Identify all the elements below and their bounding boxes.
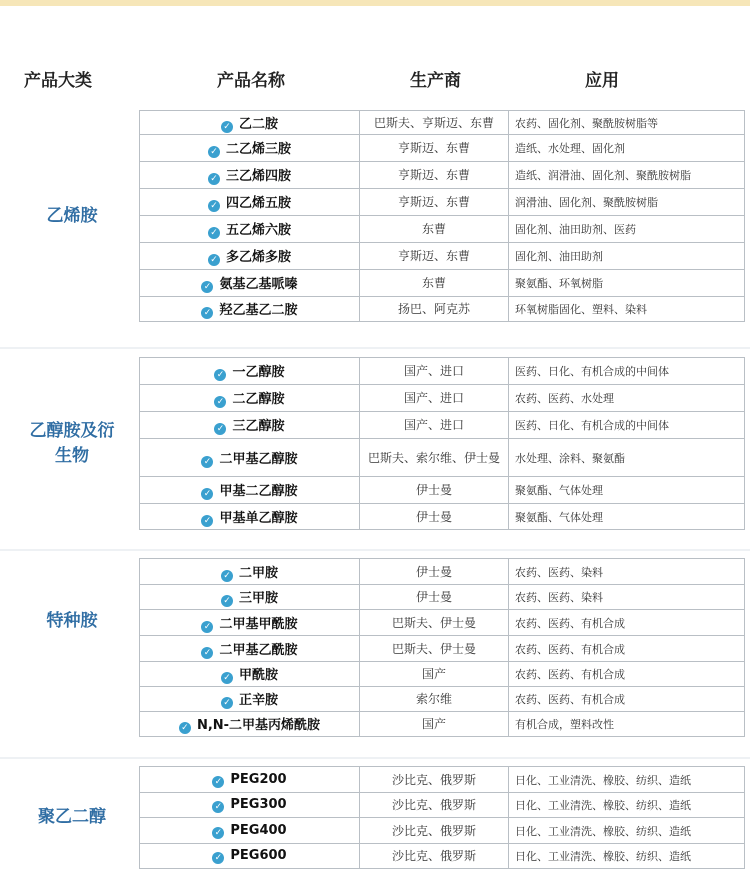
product-name-cell	[140, 477, 360, 504]
product-name: 二乙烯三胺	[225, 142, 291, 157]
application-cell: 有机合成，塑料改性	[509, 712, 745, 737]
table-row	[140, 162, 745, 189]
product-name-cell	[140, 412, 360, 439]
table-row	[140, 412, 745, 439]
table-row	[140, 243, 745, 270]
product-name-cell	[140, 818, 360, 844]
header-category: 产品大类	[24, 71, 92, 91]
product-name-cell	[140, 504, 360, 530]
product-name: 二甲基甲酰胺	[219, 616, 298, 632]
product-name: 乙二胺	[238, 116, 278, 132]
manufacturer-cell: 国产	[360, 662, 509, 687]
check-circle-icon: ✓	[201, 621, 213, 633]
check-circle-icon: ✓	[179, 722, 191, 734]
product-name: 三乙醇胺	[232, 419, 285, 434]
product-name: PEG400	[230, 822, 287, 838]
product-name: PEG200	[230, 771, 287, 787]
check-circle-icon: ✓	[201, 515, 213, 527]
product-name-cell	[140, 358, 360, 385]
application-cell: 环氧树脂固化、塑料、染料	[509, 297, 745, 322]
application-cell: 医药、日化、有机合成的中间体	[509, 358, 745, 385]
product-name-cell	[140, 687, 360, 712]
manufacturer-cell: 巴斯夫、亨斯迈、东曹	[360, 111, 509, 135]
manufacturer-cell: 伊士曼	[360, 585, 509, 610]
table-row	[140, 189, 745, 216]
product-name-cell	[140, 767, 360, 793]
check-circle-icon: ✓	[221, 672, 233, 684]
header-application: 应用	[585, 71, 619, 91]
header-product-name: 产品名称	[217, 71, 285, 91]
table-row	[140, 610, 745, 636]
product-name-cell	[140, 844, 360, 869]
manufacturer-cell: 亨斯迈、东曹	[360, 243, 509, 270]
application-cell: 造纸、水处理、固化剂	[509, 135, 745, 162]
table-row	[140, 687, 745, 712]
table-row	[140, 767, 745, 793]
manufacturer-cell: 东曹	[360, 270, 509, 297]
product-name: 三甲胺	[238, 591, 278, 606]
check-circle-icon: ✓	[201, 307, 213, 319]
product-name: 四乙烯五胺	[225, 196, 291, 211]
check-circle-icon: ✓	[221, 121, 233, 133]
application-cell: 农药、医药、染料	[509, 559, 745, 585]
application-cell: 聚氨酯、环氧树脂	[509, 270, 745, 297]
check-circle-icon: ✓	[208, 146, 220, 158]
category-ethyleneamines: 乙烯胺	[46, 206, 98, 226]
application-cell: 医药、日化、有机合成的中间体	[509, 412, 745, 439]
header-manufacturer: 生产商	[410, 71, 461, 91]
check-circle-icon: ✓	[201, 647, 213, 659]
product-name-cell	[140, 189, 360, 216]
manufacturer-cell: 沙比克、俄罗斯	[360, 793, 509, 818]
table-row	[140, 793, 745, 818]
table-row	[140, 477, 745, 504]
manufacturer-cell: 国产、进口	[360, 385, 509, 412]
product-name: PEG600	[230, 848, 287, 863]
group-divider	[0, 757, 750, 759]
manufacturer-cell: 扬巴、阿克苏	[360, 297, 509, 322]
category-ethanolamines	[10, 419, 134, 469]
application-cell: 农药、医药、有机合成	[509, 610, 745, 636]
manufacturer-cell: 沙比克、俄罗斯	[360, 767, 509, 793]
product-name: 正辛胺	[238, 693, 278, 708]
product-name: 三乙烯四胺	[225, 169, 291, 184]
table-row	[140, 439, 745, 477]
table-row	[140, 662, 745, 687]
check-circle-icon: ✓	[214, 423, 226, 435]
product-name-cell	[140, 216, 360, 243]
manufacturer-cell: 沙比克、俄罗斯	[360, 818, 509, 844]
product-name: 二甲基乙酰胺	[219, 642, 298, 658]
check-circle-icon: ✓	[212, 776, 224, 788]
manufacturer-cell: 国产	[360, 712, 509, 737]
product-name-cell	[140, 111, 360, 135]
application-cell: 农药、医药、有机合成	[509, 662, 745, 687]
product-name: 二甲胺	[238, 565, 278, 581]
category-peg: 聚乙二醇	[38, 807, 106, 827]
product-name-cell	[140, 243, 360, 270]
manufacturer-cell: 亨斯迈、东曹	[360, 189, 509, 216]
manufacturer-cell: 巴斯夫、索尔维、伊士曼	[360, 439, 509, 477]
product-name: 甲基单乙醇胺	[219, 510, 298, 526]
check-circle-icon: ✓	[201, 281, 213, 293]
table-row	[140, 818, 745, 844]
manufacturer-cell: 巴斯夫、伊士曼	[360, 610, 509, 636]
product-name-cell	[140, 270, 360, 297]
product-name-cell	[140, 385, 360, 412]
product-name-cell	[140, 793, 360, 818]
product-name-cell	[140, 662, 360, 687]
table-row	[140, 135, 745, 162]
manufacturer-cell: 亨斯迈、东曹	[360, 135, 509, 162]
product-name-cell	[140, 135, 360, 162]
table-row	[140, 270, 745, 297]
product-table-ethyleneamines	[139, 110, 745, 322]
check-circle-icon: ✓	[212, 827, 224, 839]
table-row	[140, 216, 745, 243]
table-row	[140, 111, 745, 135]
check-circle-icon: ✓	[214, 369, 226, 381]
table-row	[140, 358, 745, 385]
category-line: 生物	[55, 446, 89, 466]
table-row	[140, 297, 745, 322]
category-line: 乙醇胺及衍	[29, 421, 115, 441]
group-divider	[0, 347, 750, 349]
product-name-cell	[140, 712, 360, 737]
table-row	[140, 559, 745, 585]
product-name: 氨基乙基哌嗪	[219, 277, 298, 292]
product-name-cell	[140, 610, 360, 636]
check-circle-icon: ✓	[221, 595, 233, 607]
table-row	[140, 585, 745, 610]
product-name-cell	[140, 636, 360, 662]
manufacturer-cell: 国产、进口	[360, 358, 509, 385]
category-specialty-amines: 特种胺	[46, 611, 98, 631]
product-name: 羟乙基乙二胺	[219, 303, 298, 318]
check-circle-icon: ✓	[201, 456, 213, 468]
manufacturer-cell: 伊士曼	[360, 504, 509, 530]
product-name: 二乙醇胺	[232, 392, 285, 407]
manufacturer-cell: 伊士曼	[360, 477, 509, 504]
check-circle-icon: ✓	[208, 227, 220, 239]
product-name: N,N-二甲基丙烯酰胺	[196, 718, 321, 733]
check-circle-icon: ✓	[201, 488, 213, 500]
application-cell: 聚氨酯、气体处理	[509, 504, 745, 530]
manufacturer-cell: 国产、进口	[360, 412, 509, 439]
check-circle-icon: ✓	[214, 396, 226, 408]
product-name: PEG300	[230, 797, 287, 812]
manufacturer-cell: 巴斯夫、伊士曼	[360, 636, 509, 662]
product-table-specialty-amines	[139, 558, 745, 737]
product-name-cell	[140, 297, 360, 322]
product-name-cell	[140, 559, 360, 585]
product-name: 一乙醇胺	[232, 365, 285, 380]
table-row	[140, 844, 745, 869]
product-name: 五乙烯六胺	[225, 223, 291, 238]
application-cell: 农药、医药、水处理	[509, 385, 745, 412]
table-row	[140, 385, 745, 412]
check-circle-icon: ✓	[208, 200, 220, 212]
table-row	[140, 712, 745, 737]
manufacturer-cell: 东曹	[360, 216, 509, 243]
product-name: 多乙烯多胺	[225, 250, 291, 265]
table-row	[140, 636, 745, 662]
application-cell: 农药、医药、有机合成	[509, 636, 745, 662]
manufacturer-cell: 伊士曼	[360, 559, 509, 585]
manufacturer-cell: 沙比克、俄罗斯	[360, 844, 509, 869]
application-cell: 农药、固化剂、聚酰胺树脂等	[509, 111, 745, 135]
application-cell: 水处理、涂料、聚氨酯	[509, 439, 745, 477]
product-name: 甲基二乙醇胺	[219, 484, 298, 499]
table-row	[140, 504, 745, 530]
top-decor-bar	[0, 0, 750, 6]
application-cell: 日化、工业清洗、橡胶、纺织、造纸	[509, 793, 745, 818]
product-name: 二甲基乙醇胺	[219, 451, 298, 467]
application-cell: 农药、医药、染料	[509, 585, 745, 610]
product-name-cell	[140, 585, 360, 610]
application-cell: 日化、工业清洗、橡胶、纺织、造纸	[509, 818, 745, 844]
manufacturer-cell: 索尔维	[360, 687, 509, 712]
application-cell: 润滑油、固化剂、聚酰胺树脂	[509, 189, 745, 216]
application-cell: 日化、工业清洗、橡胶、纺织、造纸	[509, 844, 745, 869]
check-circle-icon: ✓	[212, 801, 224, 813]
manufacturer-cell: 亨斯迈、东曹	[360, 162, 509, 189]
application-cell: 固化剂、油田助剂、医药	[509, 216, 745, 243]
application-cell: 聚氨酯、气体处理	[509, 477, 745, 504]
application-cell: 农药、医药、有机合成	[509, 687, 745, 712]
group-divider	[0, 549, 750, 551]
product-name: 甲酰胺	[238, 668, 278, 683]
application-cell: 造纸、润滑油、固化剂、聚酰胺树脂	[509, 162, 745, 189]
check-circle-icon: ✓	[221, 697, 233, 709]
product-name-cell	[140, 439, 360, 477]
application-cell: 固化剂、油田助剂	[509, 243, 745, 270]
check-circle-icon: ✓	[221, 570, 233, 582]
check-circle-icon: ✓	[212, 852, 224, 864]
product-name-cell	[140, 162, 360, 189]
check-circle-icon: ✓	[208, 254, 220, 266]
check-circle-icon: ✓	[208, 173, 220, 185]
product-table-peg	[139, 766, 745, 869]
application-cell: 日化、工业清洗、橡胶、纺织、造纸	[509, 767, 745, 793]
product-table-ethanolamines	[139, 357, 745, 530]
